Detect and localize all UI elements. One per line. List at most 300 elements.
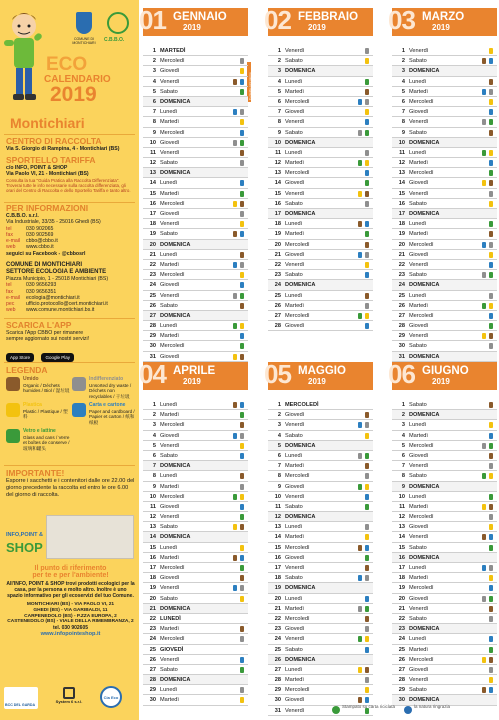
day-row[interactable] [143, 219, 248, 229]
day-weekday: Venerdì [160, 514, 180, 521]
day-weekday: Mercoledì [285, 98, 310, 105]
day-weekday: Venerdì [409, 190, 429, 197]
day-row[interactable] [268, 77, 373, 87]
day-row[interactable] [268, 209, 373, 219]
day-row[interactable] [392, 492, 497, 502]
bin-icon [365, 201, 369, 207]
day-row[interactable] [268, 431, 373, 441]
day-row[interactable] [268, 87, 373, 97]
day-row[interactable] [268, 532, 373, 542]
month-header [388, 5, 497, 36]
importante-text: Esporre i sacchetti e i contenitori dalle ore 22.00 del giorno precedente la raccolta ed entro le ore 6.00 del giorno di raccolta. [6, 478, 135, 498]
day-number: 8 [401, 119, 405, 126]
day-row[interactable] [268, 655, 373, 665]
day-weekday: Venerdì [409, 119, 429, 126]
bin-icon [365, 596, 369, 602]
day-row[interactable] [143, 502, 248, 512]
day-row[interactable] [268, 280, 373, 290]
legend-item [89, 377, 137, 399]
day-row[interactable] [143, 240, 248, 250]
day-row[interactable] [268, 270, 373, 280]
day-weekday: Venerdì [409, 333, 429, 340]
day-weekday: Venerdì [285, 48, 305, 54]
day-row[interactable] [143, 250, 248, 260]
day-row[interactable] [268, 553, 373, 563]
day-row[interactable] [143, 614, 248, 624]
day-row[interactable] [392, 685, 497, 695]
day-row[interactable] [143, 46, 248, 56]
day-weekday: Giovedì [409, 452, 429, 459]
month-header [264, 5, 373, 36]
day-number: 5 [152, 88, 156, 95]
day-number: 22 [398, 615, 405, 622]
day-number: 23 [149, 626, 156, 633]
day-number: 1 [152, 48, 156, 54]
day-weekday: Giovedì [285, 626, 305, 633]
day-row[interactable] [143, 87, 248, 97]
day-weekday: Martedì [160, 412, 179, 419]
day-row[interactable] [392, 321, 497, 331]
day-row[interactable] [392, 400, 497, 410]
day-row[interactable] [268, 492, 373, 502]
day-row[interactable] [268, 624, 373, 634]
day-row[interactable] [143, 675, 248, 685]
day-weekday: DOMENICA [285, 282, 316, 289]
day-row[interactable] [268, 573, 373, 583]
day-row[interactable] [143, 189, 248, 199]
bin-icon [358, 667, 362, 673]
day-number: 15 [274, 190, 281, 197]
bin-icon [233, 585, 237, 591]
day-row[interactable] [143, 461, 248, 471]
day-row[interactable] [392, 56, 497, 66]
sponsor-system6 [52, 687, 86, 709]
day-row[interactable] [268, 665, 373, 675]
day-row[interactable] [392, 431, 497, 441]
day-row[interactable] [143, 583, 248, 593]
day-row[interactable] [392, 117, 497, 127]
day-weekday: Venerdì [160, 656, 180, 663]
planet-icon [404, 706, 412, 714]
day-row[interactable] [143, 128, 248, 138]
day-row[interactable] [268, 563, 373, 573]
day-row[interactable] [143, 604, 248, 614]
day-row[interactable] [143, 199, 248, 209]
day-row[interactable] [268, 219, 373, 229]
day-number: 21 [149, 605, 156, 612]
day-row[interactable] [392, 280, 497, 290]
day-row[interactable] [392, 502, 497, 512]
day-row[interactable] [392, 240, 497, 250]
bin-icon [489, 109, 493, 115]
contact-value[interactable]: www.cbbo.it [26, 244, 54, 251]
day-row[interactable] [392, 138, 497, 148]
day-row[interactable] [143, 431, 248, 441]
infopoint-web[interactable]: www.infopointeshop.it [40, 631, 101, 638]
day-weekday: Giovedì [285, 251, 305, 258]
day-row[interactable] [268, 148, 373, 158]
bin-icon [489, 262, 493, 268]
day-row[interactable] [268, 66, 373, 76]
sportello-note: Consulta la tua "Guida Pratica alla Raccolta Differenziata". Troverai tutte le info necessarie sulla raccolta differenziata, gli orari del Centro di Raccolta e dello Sportello Tariffa e tanto altro. [6, 177, 131, 193]
day-weekday: Lunedì [409, 493, 427, 500]
day-number: 23 [398, 626, 405, 633]
day-row[interactable] [143, 573, 248, 583]
day-row[interactable] [268, 199, 373, 209]
day-row[interactable] [143, 400, 248, 410]
recycle-icon [332, 706, 340, 714]
day-weekday: Mercoledì [160, 636, 185, 643]
day-weekday: Giovedì [160, 139, 180, 146]
day-row[interactable] [268, 614, 373, 624]
day-weekday: MERCOLEDÌ [285, 402, 319, 408]
day-row[interactable] [268, 543, 373, 553]
bin-icon [489, 647, 493, 653]
day-row[interactable] [143, 301, 248, 311]
day-row[interactable] [143, 471, 248, 481]
day-row[interactable] [268, 685, 373, 695]
day-row[interactable] [268, 128, 373, 138]
day-row[interactable] [268, 583, 373, 593]
day-number: 3 [401, 68, 405, 75]
day-row[interactable] [143, 512, 248, 522]
day-row[interactable] [392, 77, 497, 87]
day-row[interactable] [392, 624, 497, 634]
day-row[interactable] [268, 46, 373, 56]
day-row[interactable] [268, 461, 373, 471]
bin-icon [240, 333, 244, 339]
bin-icon [489, 422, 493, 428]
day-row[interactable] [143, 543, 248, 553]
day-weekday: Sabato [285, 646, 303, 653]
day-number: 18 [274, 575, 281, 582]
day-number: 30 [274, 697, 281, 704]
day-row[interactable] [143, 270, 248, 280]
day-weekday: Sabato [409, 58, 427, 65]
day-number: 26 [149, 656, 156, 663]
bin-icon [358, 422, 362, 428]
comune-address: Piazza Municipio, 1 - 25018 Montichiari (BS) [6, 276, 109, 282]
day-row[interactable] [143, 624, 248, 634]
day-row[interactable] [392, 471, 497, 481]
day-row[interactable] [268, 512, 373, 522]
day-row[interactable] [392, 604, 497, 614]
day-row[interactable] [268, 250, 373, 260]
day-row[interactable] [392, 158, 497, 168]
day-row[interactable] [268, 471, 373, 481]
day-row[interactable] [392, 311, 497, 321]
day-weekday: Mercoledì [160, 493, 185, 500]
day-number: 11 [150, 503, 156, 510]
sportello-title: SPORTELLO TARIFFA [6, 155, 96, 165]
day-row[interactable] [268, 634, 373, 644]
day-row[interactable] [268, 321, 373, 331]
day-row[interactable] [143, 229, 248, 239]
day-row[interactable] [392, 645, 497, 655]
day-row[interactable] [392, 614, 497, 624]
bin-icon [489, 293, 493, 299]
day-row[interactable] [143, 97, 248, 107]
day-row[interactable] [392, 634, 497, 644]
bin-icon [240, 109, 244, 115]
bin-icon [240, 119, 244, 125]
day-row[interactable] [268, 240, 373, 250]
day-number: 3 [401, 422, 405, 429]
day-row[interactable] [143, 148, 248, 158]
day-row[interactable] [268, 420, 373, 430]
day-weekday: Giovedì [160, 503, 180, 510]
day-weekday: Martedì [285, 160, 304, 167]
bin-icon [482, 272, 486, 278]
day-weekday: Lunedì [285, 292, 303, 299]
day-weekday: DOMENICA [160, 98, 191, 105]
day-row[interactable] [143, 66, 248, 76]
day-weekday: MARTEDÌ [160, 48, 186, 54]
month-number: 06 [388, 359, 415, 389]
day-row[interactable] [143, 260, 248, 270]
bin-icon [240, 687, 244, 693]
day-number: 7 [277, 109, 281, 116]
day-number: 31 [149, 353, 156, 360]
day-weekday: Venerdì [285, 119, 305, 126]
day-number: 8 [152, 473, 156, 480]
day-number: 20 [274, 241, 281, 248]
day-row[interactable] [143, 655, 248, 665]
day-row[interactable] [268, 138, 373, 148]
day-row[interactable] [268, 97, 373, 107]
day-row[interactable] [392, 563, 497, 573]
day-row[interactable] [392, 199, 497, 209]
day-number: 25 [149, 292, 156, 299]
day-row[interactable] [143, 482, 248, 492]
day-row[interactable] [392, 583, 497, 593]
day-row[interactable] [392, 189, 497, 199]
day-weekday: DOMENICA [409, 68, 440, 75]
day-row[interactable] [143, 410, 248, 420]
day-row[interactable] [268, 178, 373, 188]
day-weekday: Lunedì [285, 452, 303, 459]
day-number: 25 [398, 646, 405, 653]
day-row[interactable] [143, 522, 248, 532]
day-row[interactable] [143, 107, 248, 117]
legend-item-sub: Plastic / Plastique / 塑料 [23, 408, 68, 419]
day-row[interactable] [392, 219, 497, 229]
day-row[interactable] [268, 229, 373, 239]
month-name: MAGGIO [298, 365, 346, 377]
day-row[interactable] [268, 522, 373, 532]
day-row[interactable] [268, 675, 373, 685]
bin-icon [233, 109, 237, 115]
day-row[interactable] [268, 311, 373, 321]
day-row[interactable] [268, 260, 373, 270]
day-row[interactable] [392, 250, 497, 260]
day-row[interactable] [268, 604, 373, 614]
day-row[interactable] [268, 451, 373, 461]
google-play-button[interactable]: Google Play [41, 353, 74, 362]
day-number: 28 [274, 323, 281, 330]
legend-item-sub: Paper and cardboard / Papier et carton / 纸和纸板 [89, 408, 135, 425]
day-row[interactable] [392, 543, 497, 553]
legend-item-name: Plastica [23, 402, 42, 408]
day-row[interactable] [143, 138, 248, 148]
day-row[interactable] [268, 410, 373, 420]
day-row[interactable] [268, 117, 373, 127]
day-row[interactable] [392, 553, 497, 563]
bin-icon [233, 201, 237, 207]
day-number: 28 [149, 677, 156, 684]
contact-value[interactable]: ecologia@montichiari.it [26, 294, 80, 301]
day-weekday: Venerdì [160, 149, 180, 156]
day-row[interactable] [268, 400, 373, 410]
day-number: 9 [277, 483, 281, 490]
day-row[interactable] [143, 420, 248, 430]
day-row[interactable] [143, 321, 248, 331]
day-weekday: Giovedì [285, 554, 305, 561]
day-row[interactable] [392, 301, 497, 311]
day-row[interactable] [392, 441, 497, 451]
day-row[interactable] [392, 655, 497, 665]
day-row[interactable] [143, 291, 248, 301]
day-weekday: DOMENICA [409, 626, 440, 633]
day-row[interactable] [143, 117, 248, 127]
day-row[interactable] [143, 341, 248, 351]
day-row[interactable] [143, 178, 248, 188]
day-row[interactable] [392, 522, 497, 532]
bin-icon [482, 473, 486, 479]
day-row[interactable] [143, 56, 248, 66]
day-row[interactable] [392, 66, 497, 76]
bin-icon [233, 494, 237, 500]
day-number: 25 [274, 292, 281, 299]
month-year: 2019 [183, 23, 201, 32]
day-row[interactable] [392, 532, 497, 542]
day-row[interactable] [143, 645, 248, 655]
day-row[interactable] [268, 502, 373, 512]
contact-value[interactable]: cbbo@cbbo.it [26, 238, 58, 245]
day-row[interactable] [143, 563, 248, 573]
comune-title2: SETTORE ECOLOGIA E AMBIENTE [6, 269, 107, 275]
day-number: 14 [274, 534, 281, 541]
bin-icon [489, 657, 493, 663]
day-row[interactable] [392, 594, 497, 604]
month-year: 2019 [432, 23, 450, 32]
day-row[interactable] [392, 107, 497, 117]
app-store-button[interactable]: App Store [6, 353, 34, 362]
day-weekday: DOMENICA [160, 534, 191, 541]
day-row[interactable] [268, 482, 373, 492]
day-row[interactable] [392, 128, 497, 138]
day-row[interactable] [268, 594, 373, 604]
bin-icon [489, 402, 493, 408]
day-row[interactable] [143, 594, 248, 604]
day-number: 12 [274, 160, 281, 167]
day-row[interactable] [392, 573, 497, 583]
day-row[interactable] [392, 209, 497, 219]
day-number: 16 [149, 200, 156, 207]
day-row[interactable] [392, 168, 497, 178]
day-row[interactable] [268, 107, 373, 117]
day-number: 4 [277, 432, 281, 439]
day-number: 4 [277, 78, 281, 85]
bin-icon [489, 48, 493, 54]
day-row[interactable] [143, 280, 248, 290]
day-row[interactable] [392, 87, 497, 97]
bin-icon [365, 647, 369, 653]
day-row[interactable] [392, 665, 497, 675]
day-row[interactable] [392, 229, 497, 239]
day-row[interactable] [143, 665, 248, 675]
day-row[interactable] [268, 56, 373, 66]
contact-value[interactable]: www.comune.montichiari.bs.it [26, 307, 95, 314]
day-number: 20 [398, 595, 405, 602]
day-row[interactable] [143, 492, 248, 502]
day-row[interactable] [392, 512, 497, 522]
day-row[interactable] [392, 331, 497, 341]
day-row[interactable] [268, 301, 373, 311]
day-row[interactable] [392, 341, 497, 351]
day-row[interactable] [268, 168, 373, 178]
day-weekday: DOMENICA [409, 483, 440, 490]
bin-icon [489, 160, 493, 166]
bin-icon [365, 626, 369, 632]
day-row[interactable] [143, 331, 248, 341]
day-number: 29 [398, 687, 405, 694]
day-row[interactable] [268, 158, 373, 168]
day-row[interactable] [392, 178, 497, 188]
day-row[interactable] [392, 482, 497, 492]
day-row[interactable] [392, 46, 497, 56]
day-weekday: Martedì [160, 697, 179, 704]
day-row[interactable] [392, 148, 497, 158]
day-row[interactable] [392, 420, 497, 430]
day-row[interactable] [143, 441, 248, 451]
day-row[interactable] [268, 441, 373, 451]
day-number: 24 [274, 636, 281, 643]
day-weekday: DOMENICA [160, 605, 191, 612]
day-row[interactable] [143, 158, 248, 168]
contact-value[interactable]: ufficio.protocollo@cert.montichiari.it [26, 301, 108, 308]
bin-icon [365, 687, 369, 693]
day-row[interactable] [143, 532, 248, 542]
day-row[interactable] [268, 645, 373, 655]
day-row[interactable] [268, 291, 373, 301]
day-row[interactable] [143, 451, 248, 461]
day-row[interactable] [143, 695, 248, 705]
day-row[interactable] [143, 553, 248, 563]
day-row[interactable] [392, 451, 497, 461]
day-row[interactable] [392, 410, 497, 420]
facebook-link[interactable]: seguici su Facebook - @cbbosrl [6, 250, 86, 257]
day-row[interactable] [143, 168, 248, 178]
infopoint-photo [46, 515, 134, 559]
day-row[interactable] [392, 260, 497, 270]
day-number: 4 [152, 432, 156, 439]
day-row[interactable] [392, 97, 497, 107]
day-weekday: Sabato [409, 615, 427, 622]
day-row[interactable] [143, 311, 248, 321]
day-row[interactable] [392, 291, 497, 301]
day-row[interactable] [392, 270, 497, 280]
day-row[interactable] [143, 209, 248, 219]
day-number: 21 [274, 251, 281, 258]
day-row[interactable] [143, 685, 248, 695]
day-row[interactable] [392, 675, 497, 685]
day-row[interactable] [268, 189, 373, 199]
day-row[interactable] [143, 634, 248, 644]
day-number: 22 [398, 261, 405, 268]
day-row[interactable] [143, 77, 248, 87]
day-row[interactable] [392, 461, 497, 471]
